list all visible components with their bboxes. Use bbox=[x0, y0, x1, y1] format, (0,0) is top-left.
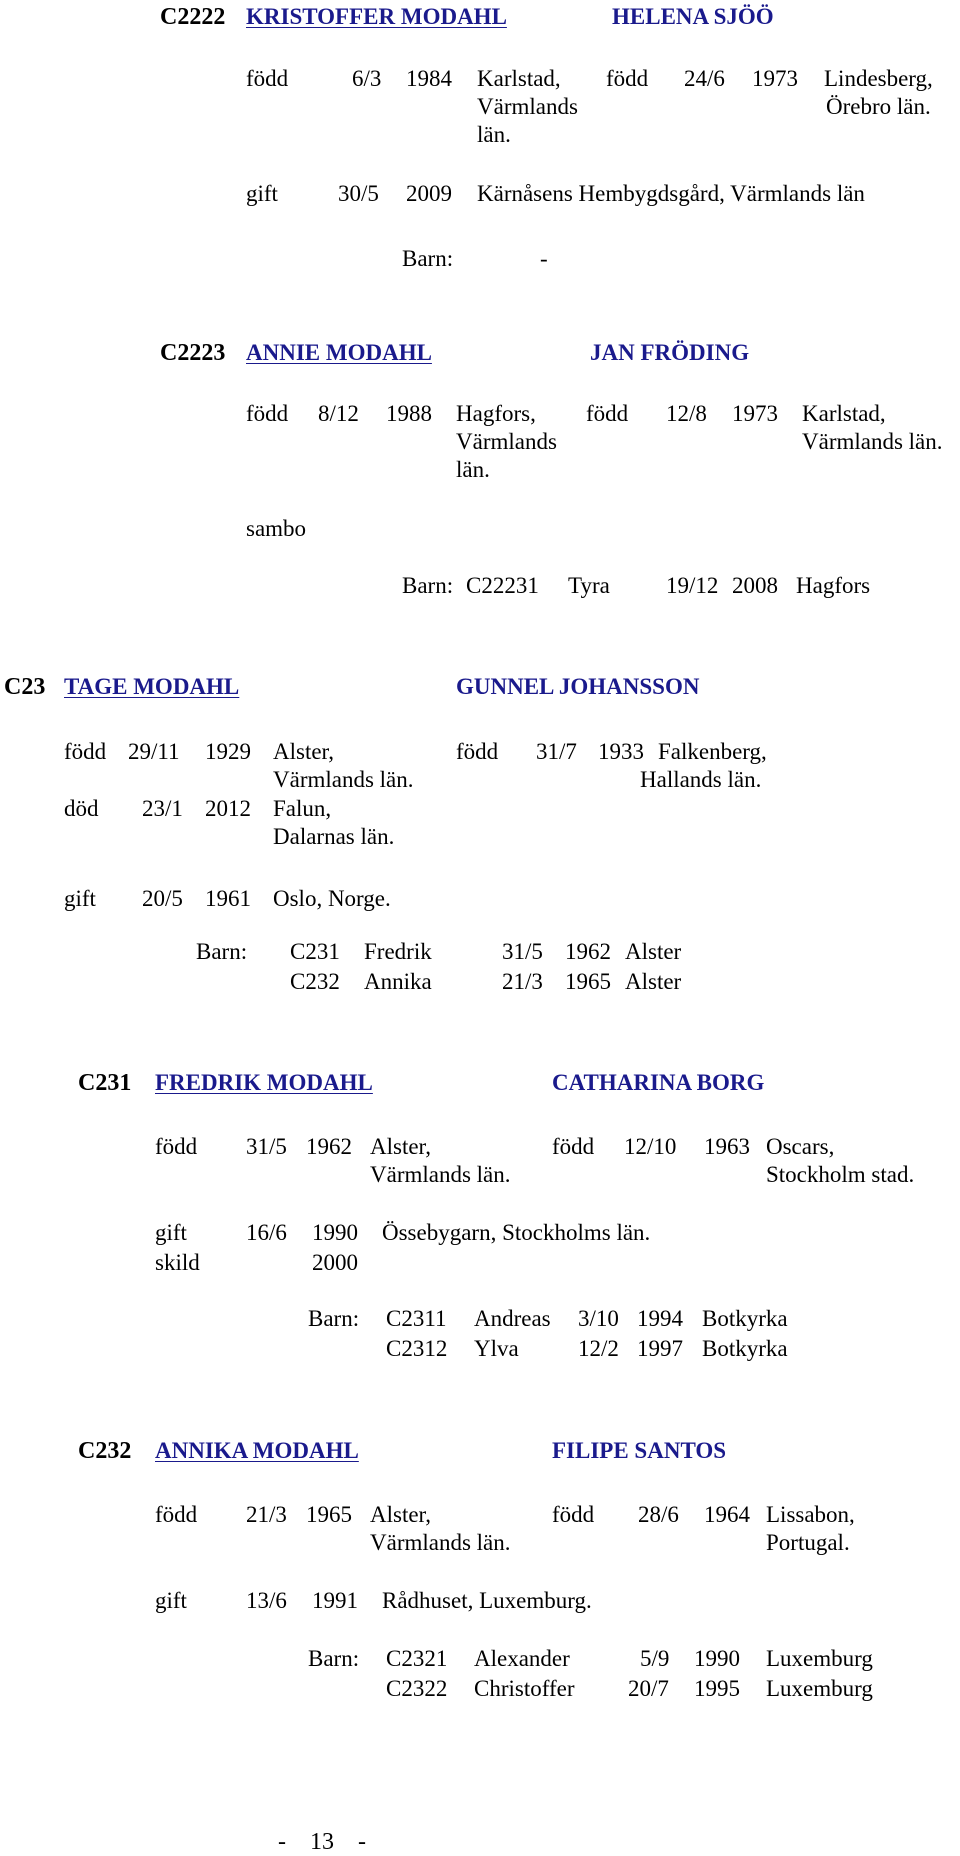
birth-year: 1988 bbox=[386, 401, 432, 426]
child-code: C2321 bbox=[386, 1646, 448, 1671]
child-year: 1994 bbox=[637, 1306, 683, 1331]
person-name: KRISTOFFER MODAHL bbox=[246, 4, 507, 29]
child-day-month: 31/5 bbox=[502, 939, 543, 964]
spouse-birth-label: född bbox=[552, 1502, 595, 1527]
child-year: 1962 bbox=[565, 939, 611, 964]
spouse-name: FILIPE SANTOS bbox=[552, 1438, 727, 1463]
spouse-name: HELENA SJÖÖ bbox=[612, 4, 774, 29]
birth-place: Alster, bbox=[370, 1502, 432, 1527]
child-name: Fredrik bbox=[364, 939, 432, 964]
spouse-birth-year: 1964 bbox=[704, 1502, 750, 1527]
spouse-birth-day-month: 12/8 bbox=[666, 401, 707, 426]
person-name: TAGE MODAHL bbox=[64, 674, 240, 699]
child-place: Alster bbox=[625, 969, 682, 994]
spouse-birth-place: Karlstad, bbox=[802, 401, 886, 426]
page-number: - 13 - bbox=[278, 1829, 366, 1855]
entry-code: C2222 bbox=[160, 4, 226, 30]
child-day-month: 21/3 bbox=[502, 969, 543, 994]
relation-label: sambo bbox=[246, 516, 307, 541]
spouse-birth-place: Portugal. bbox=[766, 1530, 850, 1555]
child-code: C22231 bbox=[466, 573, 539, 598]
birth-place: Värmlands län. bbox=[273, 767, 414, 792]
birth-place: Värmlands bbox=[456, 429, 557, 454]
child-place: Botkyrka bbox=[702, 1306, 788, 1331]
marriage-label: gift bbox=[155, 1220, 187, 1245]
spouse-birth-place: Falkenberg, bbox=[658, 739, 767, 764]
child-place: Alster bbox=[625, 939, 682, 964]
birth-day-month: 8/12 bbox=[318, 401, 359, 426]
child-name: Tyra bbox=[568, 573, 610, 598]
child-year: 1997 bbox=[637, 1336, 683, 1361]
spouse-birth-label: född bbox=[552, 1134, 595, 1159]
birth-place: Karlstad, bbox=[477, 66, 561, 91]
death-year: 2012 bbox=[205, 796, 251, 821]
child-code: C2322 bbox=[386, 1676, 448, 1701]
marriage-year: 1990 bbox=[312, 1220, 358, 1245]
entry-code: C232 bbox=[78, 1438, 132, 1464]
child-year: 1990 bbox=[694, 1646, 740, 1671]
marriage-place: Oslo, Norge. bbox=[273, 886, 391, 911]
birth-label: född bbox=[155, 1502, 198, 1527]
child-name: Andreas bbox=[474, 1306, 551, 1331]
birth-label: född bbox=[246, 401, 289, 426]
marriage-day-month: 20/5 bbox=[142, 886, 183, 911]
child-name: Alexander bbox=[474, 1646, 570, 1671]
child-year: 2008 bbox=[732, 573, 778, 598]
birth-year: 1984 bbox=[406, 66, 452, 91]
birth-place: län. bbox=[456, 457, 490, 482]
birth-day-month: 21/3 bbox=[246, 1502, 287, 1527]
divorce-year: 2000 bbox=[312, 1250, 358, 1275]
spouse-birth-label: född bbox=[586, 401, 629, 426]
spouse-birth-place: Lissabon, bbox=[766, 1502, 855, 1527]
spouse-birth-place: Stockholm stad. bbox=[766, 1162, 915, 1187]
birth-label: född bbox=[64, 739, 107, 764]
entry-code: C2223 bbox=[160, 340, 226, 366]
spouse-birth-place: Värmlands län. bbox=[802, 429, 943, 454]
child-day-month: 19/12 bbox=[666, 573, 719, 598]
child-name: Ylva bbox=[474, 1336, 519, 1361]
spouse-birth-place: Örebro län. bbox=[826, 94, 931, 119]
child-year: 1995 bbox=[694, 1676, 740, 1701]
death-place: Falun, bbox=[273, 796, 332, 821]
children-label: Barn: bbox=[196, 939, 248, 964]
marriage-day-month: 16/6 bbox=[246, 1220, 287, 1245]
marriage-label: gift bbox=[246, 181, 278, 206]
child-place: Botkyrka bbox=[702, 1336, 788, 1361]
birth-year: 1965 bbox=[306, 1502, 352, 1527]
death-place: Dalarnas län. bbox=[273, 824, 395, 849]
child-code: C2311 bbox=[386, 1306, 447, 1331]
birth-place: Värmlands län. bbox=[370, 1162, 511, 1187]
birth-year: 1962 bbox=[306, 1134, 352, 1159]
marriage-label: gift bbox=[155, 1588, 187, 1613]
spouse-birth-label: född bbox=[456, 739, 499, 764]
divorce-label: skild bbox=[155, 1250, 200, 1275]
child-place: Luxemburg bbox=[766, 1676, 873, 1701]
birth-place: Hagfors, bbox=[456, 401, 536, 426]
child-day-month: 3/10 bbox=[578, 1306, 619, 1331]
marriage-day-month: 30/5 bbox=[338, 181, 379, 206]
birth-day-month: 6/3 bbox=[352, 66, 382, 91]
birth-place: Alster, bbox=[273, 739, 335, 764]
child-place: Hagfors bbox=[796, 573, 871, 598]
person-name: ANNIKA MODAHL bbox=[155, 1438, 359, 1463]
child-year: 1965 bbox=[565, 969, 611, 994]
spouse-birth-place: Lindesberg, bbox=[824, 66, 933, 91]
entry-code: C23 bbox=[4, 674, 46, 700]
children-label: Barn: bbox=[308, 1306, 360, 1331]
birth-label: född bbox=[246, 66, 289, 91]
children-label: Barn: bbox=[402, 246, 454, 271]
marriage-place: Össebygarn, Stockholms län. bbox=[382, 1220, 651, 1245]
children-label: Barn: bbox=[402, 573, 454, 598]
spouse-birth-year: 1963 bbox=[704, 1134, 750, 1159]
children-none: - bbox=[540, 246, 548, 271]
death-label: död bbox=[64, 796, 99, 821]
birth-place: Värmlands län. bbox=[370, 1530, 511, 1555]
birth-year: 1929 bbox=[205, 739, 251, 764]
child-code: C232 bbox=[290, 969, 340, 994]
entry-code: C231 bbox=[78, 1070, 132, 1096]
child-code: C2312 bbox=[386, 1336, 448, 1361]
spouse-name: JAN FRÖDING bbox=[590, 340, 750, 365]
birth-place: Värmlands bbox=[477, 94, 578, 119]
child-day-month: 20/7 bbox=[628, 1676, 669, 1701]
marriage-label: gift bbox=[64, 886, 96, 911]
spouse-birth-year: 1933 bbox=[598, 739, 644, 764]
marriage-place: Kärnåsens Hembygdsgård, Värmlands län bbox=[477, 181, 865, 206]
birth-label: född bbox=[155, 1134, 198, 1159]
marriage-place: Rådhuset, Luxemburg. bbox=[382, 1588, 592, 1613]
spouse-birth-day-month: 24/6 bbox=[684, 66, 725, 91]
death-day-month: 23/1 bbox=[142, 796, 183, 821]
person-name: ANNIE MODAHL bbox=[246, 340, 432, 365]
spouse-birth-year: 1973 bbox=[732, 401, 778, 426]
child-name: Christoffer bbox=[474, 1676, 575, 1701]
spouse-birth-day-month: 28/6 bbox=[638, 1502, 679, 1527]
spouse-name: GUNNEL JOHANSSON bbox=[456, 674, 700, 699]
child-name: Annika bbox=[364, 969, 432, 994]
child-day-month: 5/9 bbox=[640, 1646, 670, 1671]
child-day-month: 12/2 bbox=[578, 1336, 619, 1361]
child-place: Luxemburg bbox=[766, 1646, 873, 1671]
spouse-birth-year: 1973 bbox=[752, 66, 798, 91]
marriage-day-month: 13/6 bbox=[246, 1588, 287, 1613]
birth-day-month: 29/11 bbox=[128, 739, 180, 764]
spouse-birth-label: född bbox=[606, 66, 649, 91]
person-name: FREDRIK MODAHL bbox=[155, 1070, 373, 1095]
marriage-year: 1991 bbox=[312, 1588, 358, 1613]
spouse-name: CATHARINA BORG bbox=[552, 1070, 765, 1095]
spouse-birth-day-month: 12/10 bbox=[624, 1134, 677, 1159]
birth-place: län. bbox=[477, 122, 511, 147]
marriage-year: 1961 bbox=[205, 886, 251, 911]
children-label: Barn: bbox=[308, 1646, 360, 1671]
marriage-year: 2009 bbox=[406, 181, 452, 206]
birth-place: Alster, bbox=[370, 1134, 432, 1159]
spouse-birth-place: Hallands län. bbox=[640, 767, 762, 792]
spouse-birth-day-month: 31/7 bbox=[536, 739, 577, 764]
birth-day-month: 31/5 bbox=[246, 1134, 287, 1159]
child-code: C231 bbox=[290, 939, 340, 964]
spouse-birth-place: Oscars, bbox=[766, 1134, 835, 1159]
